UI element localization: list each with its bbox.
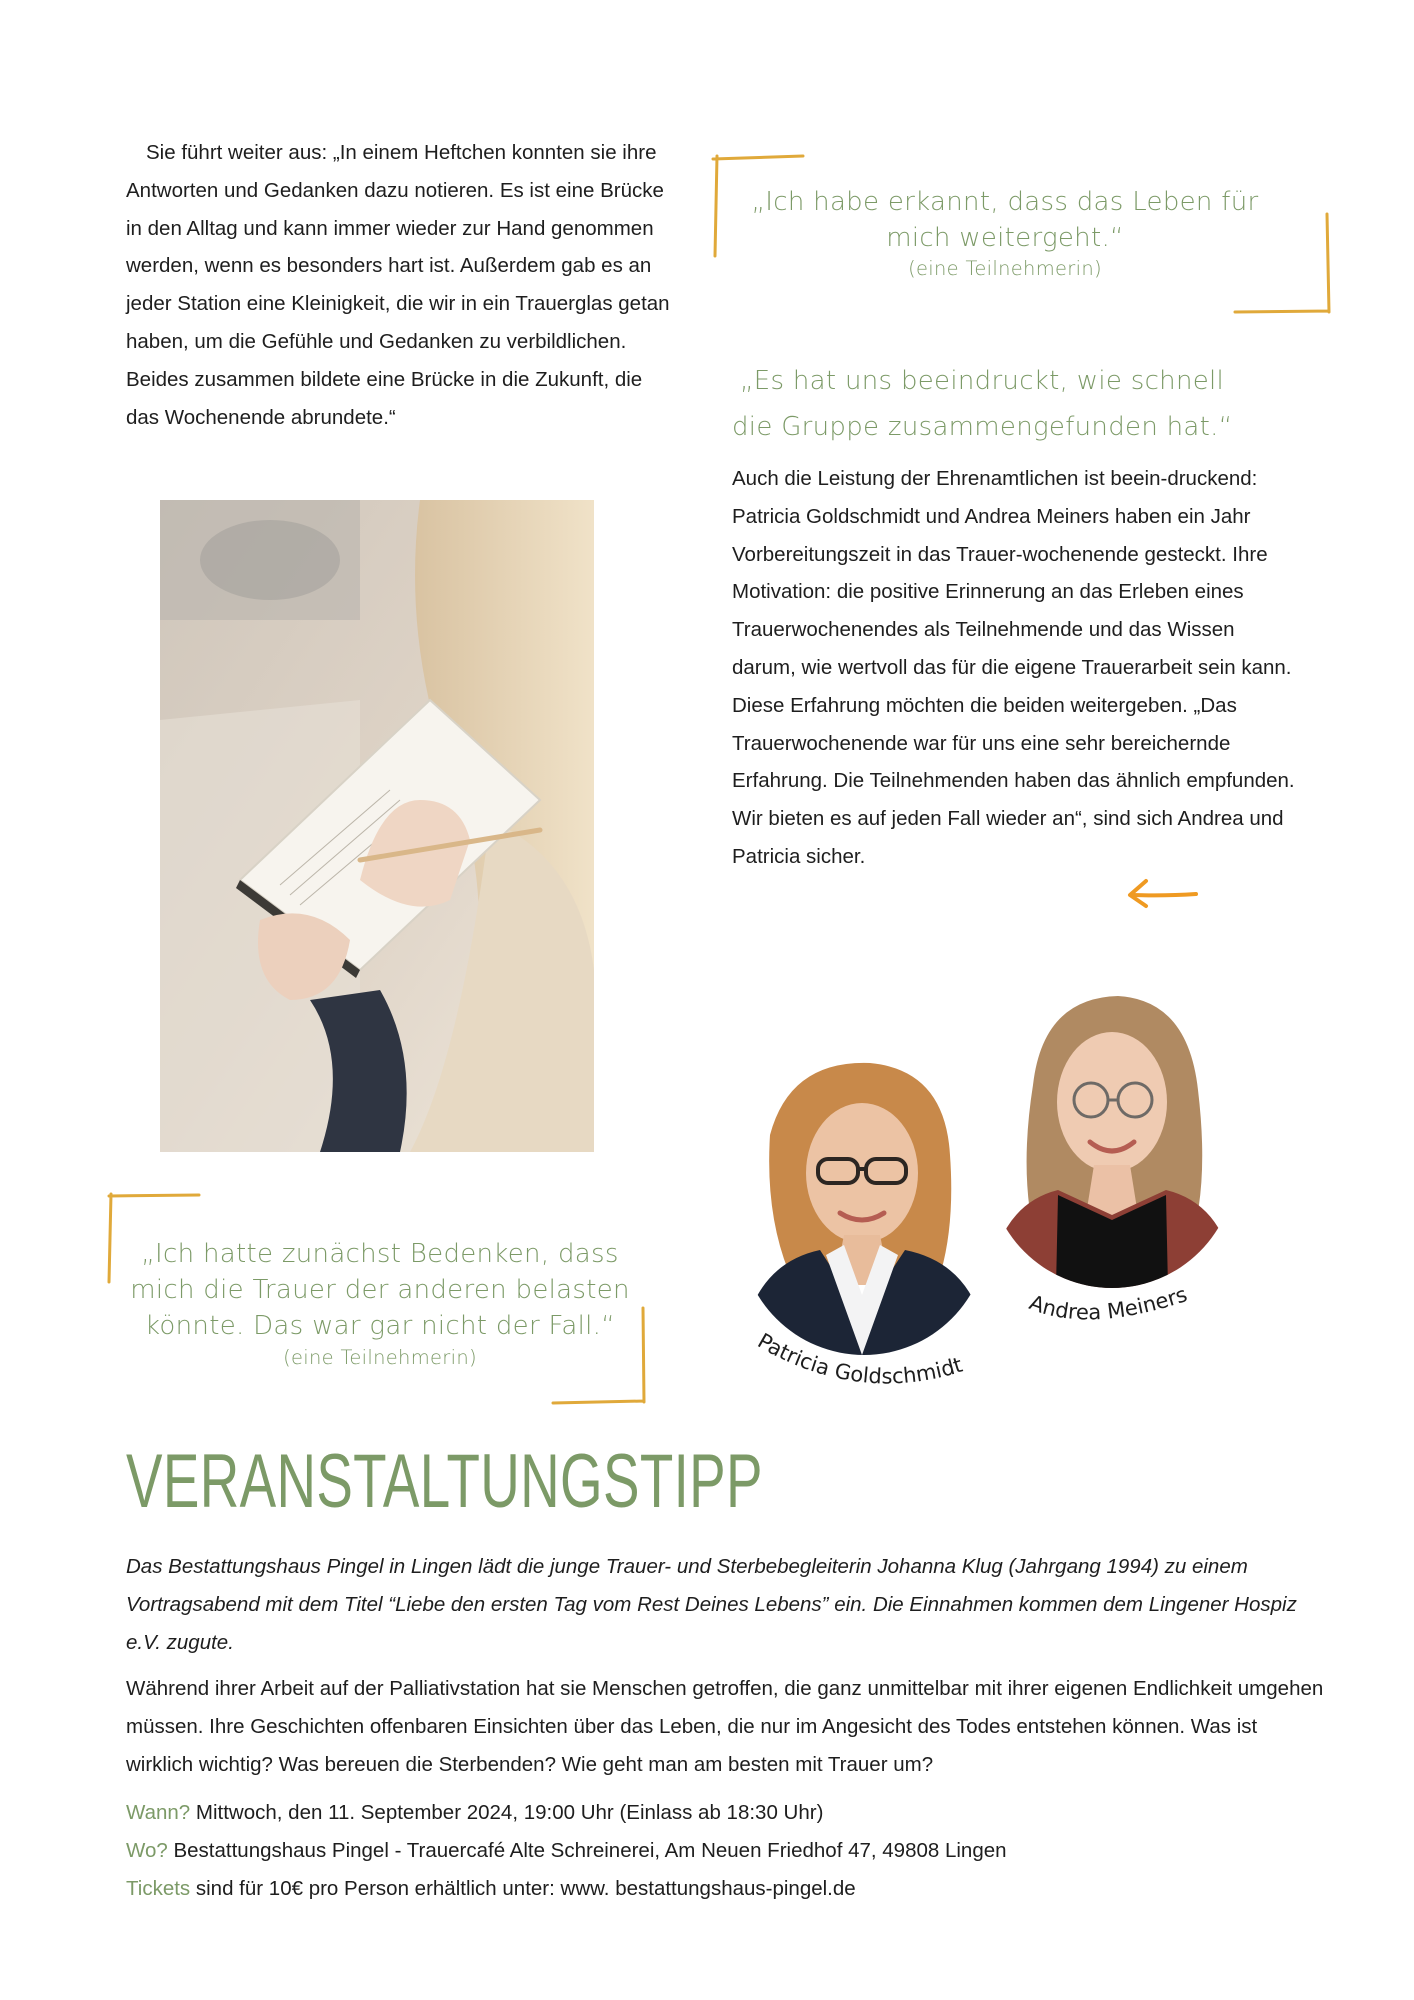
event-tickets-label: Tickets (126, 1876, 191, 1900)
quote-bottom (130, 1236, 630, 1372)
quote-bottom-text: „Ich hatte zunächst Bedenken, dass mich die Trauer der anderen belasten könnte. Das war gar nicht der Fall.“ (130, 1239, 630, 1341)
portrait-labels (740, 1270, 1220, 1410)
quote-bottom-attribution: (eine Teilnehmerin) (283, 1346, 477, 1369)
event-tickets (126, 1870, 1326, 1908)
notebook-photo (160, 500, 594, 1152)
event-when (126, 1794, 1326, 1832)
event-details (126, 1794, 1326, 1907)
event-heading: VERANSTALTUNGSTIPP (126, 1439, 763, 1524)
quote-top-text: „Ich habe erkannt, dass das Leben für mich weitergeht.“ (751, 187, 1259, 253)
portrait-right-name: Andrea Meiners (1026, 1282, 1191, 1325)
portrait-andrea (988, 990, 1236, 1288)
event-intro: Das Bestattungshaus Pingel in Lingen lädt die junge Trauer- und Sterbebegleiterin Johanna Klug (Jahrgang 1994) zu einem Vortragsabend mit dem Titel “Liebe den ersten Tag vom Rest Deines Lebens” ein. Die Einnahmen kommen dem Lingener Hospiz e.V. zugute. (126, 1555, 1297, 1654)
quote-middle: „Es hat uns beeindruckt, wie schnell die Gruppe zusammengefunden hat.“ (732, 366, 1233, 442)
event-where-label: Wo? (126, 1838, 168, 1862)
event-when-value: Mittwoch, den 11. September 2024, 19:00 Uhr (Einlass ab 18:30 Uhr) (195, 1801, 824, 1824)
portrait-left-name: Patricia Goldschmidt (753, 1328, 966, 1389)
left-paragraph: Sie führt weiter aus: „In einem Heftchen konnten sie ihre Antworten und Gedanken dazu notieren. Es ist eine Brücke in den Alltag und kann immer wieder zur Hand genommen werden, wenn es besonders hart ist. Außerdem gab es an jeder Station eine Kleinigkeit, die wir in ein Trauerglas getan haben, um die Gefühle und Gedanken zu verbildlichen. Beides zusammen bildete eine Brücke in die Zukunft, die das Wochenende abrundete.“ (126, 141, 670, 429)
event-body: Während ihrer Arbeit auf der Palliativstation hat sie Menschen getroffen, die ganz unmittelbar mit ihrer eigenen Endlichkeit umgehen müssen. Ihre Geschichten offenbaren Einsichten über das Leben, die nur im Angesicht des Todes entstehen können. Was ist wirklich wichtig? Was bereuen die Sterbenden? Wie geht man am besten mit Trauer um? (126, 1677, 1324, 1776)
event-where-value: Bestattungshaus Pingel - Trauercafé Alte Schreinerei, Am Neuen Friedhof 47, 49808 Lingen (173, 1838, 1007, 1862)
svg-text:Andrea Meiners (1026, 1282, 1190, 1324)
arrow-left-icon (1124, 876, 1200, 910)
event-where (126, 1832, 1326, 1870)
event-when-label: Wann? (126, 1801, 191, 1824)
quote-top (745, 184, 1265, 282)
right-paragraph: Auch die Leistung der Ehrenamtlichen ist beein-druckend: Patricia Goldschmidt und Andrea Meiners haben ein Jahr Vorbereitungszeit in das Trauer-wochenende gesteckt. Ihre Motivation: die positive Erinnerung an das Erleben eines Trauerwochenendes als Teilnehmende und das Wissen darum, wie wertvoll das für die eigene Trauerarbeit sein kann. Diese Erfahrung möchten die beiden weitergeben. „Das Trauerwochenende war für uns eine sehr bereichernde Erfahrung. Die Teilnehmenden haben das ähnlich empfunden. Wir bieten es auf jeden Fall wieder an“, sind sich Andrea und Patricia sicher. (732, 467, 1295, 868)
svg-text:Patricia Goldschmidt (754, 1329, 966, 1389)
quote-top-attribution: (eine Teilnehmerin) (908, 257, 1102, 280)
event-tickets-value: sind für 10€ pro Person erhältlich unter: www. bestattungshaus-pingel.de (195, 1876, 856, 1900)
